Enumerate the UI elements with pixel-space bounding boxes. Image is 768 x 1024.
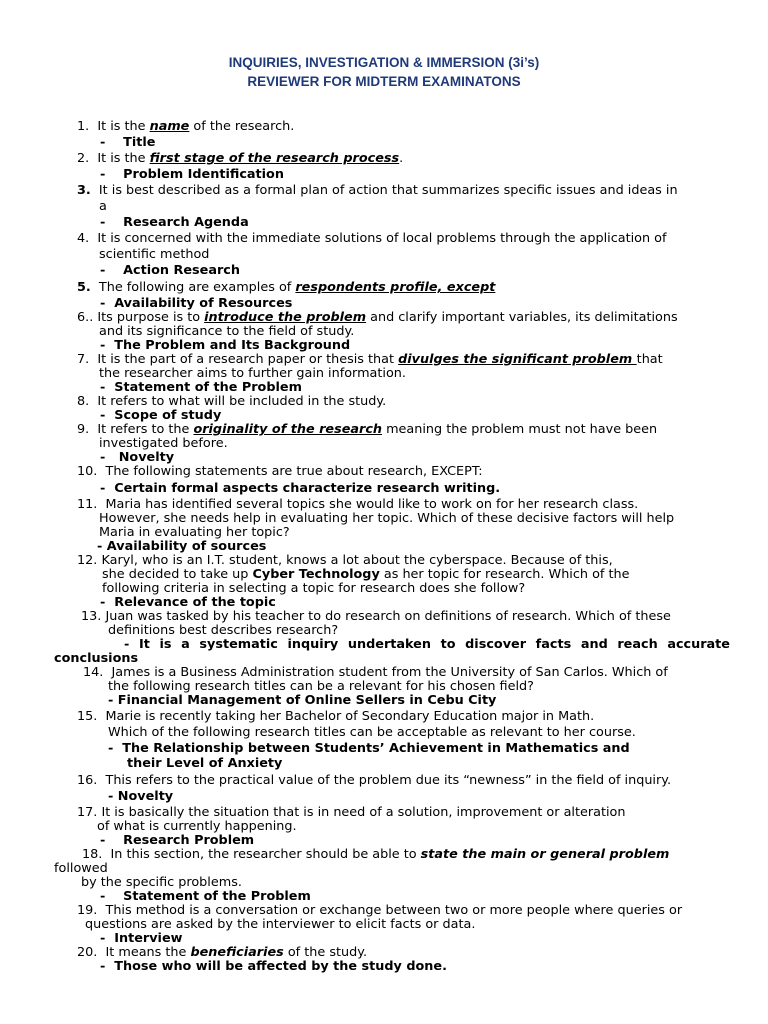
question-9-line-2: investigated before. [99,436,228,451]
answer-15-line-2: their Level of Anxiety [127,756,283,771]
question-4-line-2: scientific method [99,247,210,262]
question-20: 20. It means the beneficiaries of the study. [77,945,368,960]
answer-9: - Novelty [100,450,175,465]
document-subtitle: REVIEWER FOR MIDTERM EXAMINATONS [247,74,521,89]
answer-12: - Relevance of the topic [100,595,276,610]
document-title: INQUIRIES, INVESTIGATION & IMMERSION (3i’s) [228,55,540,70]
question-17: 17. It is basically the situation that is in need of a solution, improvement or alteration [77,805,626,820]
answer-16: - Novelty [108,789,174,804]
question-4: 4. It is concerned with the immediate solutions of local problems through the application of [77,231,667,246]
answer-2: - Problem Identification [100,167,284,182]
question-19-line-2: questions are asked by the interviewer to elicit facts or data. [85,917,476,932]
answer-19: - Interview [100,931,183,946]
question-15: 15. Marie is recently taking her Bachelor of Secondary Education major in Math. [77,709,595,724]
question-11-line-2: However, she needs help in evaluating her topic. Which of these decisive factors will help [99,511,675,526]
answer-11: - Availability of sources [97,539,267,554]
question-1: 1. It is the name of the research. [77,119,295,134]
answer-8: - Scope of study [100,408,222,423]
question-19: 19. This method is a conversation or exchange between two or more people where queries or [77,903,683,918]
answer-4: - Action Research [100,263,240,278]
question-7: 7. It is the part of a research paper or thesis that divulges the significant problem that [77,352,663,367]
question-18: 18. In this section, the researcher should be able to state the main or general problem [82,847,670,862]
answer-15: - The Relationship between Students’ Achievement in Mathematics and [108,741,630,756]
question-14: 14. James is a Business Administration student from the University of San Carlos. Which of [83,665,668,680]
question-5: 5. The following are examples of respondents profile, except [77,280,496,295]
question-12-line-3: following criteria in selecting a topic for research does she follow? [102,581,526,596]
question-2: 2. It is the first stage of the research process. [77,151,404,166]
question-13-line-2: definitions best describes research? [108,623,339,638]
answer-3: - Research Agenda [100,215,249,230]
question-12: 12. Karyl, who is an I.T. student, knows a lot about the cyberspace. Because of this, [77,553,613,568]
answer-13-line-2: conclusions [54,651,139,666]
question-11: 11. Maria has identified several topics she would like to work on for her research class. [77,497,639,512]
question-6-line-2: and its significance to the field of study. [99,324,355,339]
answer-20: - Those who will be affected by the study done. [100,959,447,974]
answer-14: - Financial Management of Online Sellers in Cebu City [108,693,497,708]
question-3: 3. It is best described as a formal plan of action that summarizes specific issues and ideas in [77,183,678,198]
answer-13: - It is a systematic inquiry undertaken to discover facts and reach accurate [124,637,730,652]
question-6: 6.. Its purpose is to introduce the problem and clarify important variables, its delimitations [77,310,678,325]
question-15-line-2: Which of the following research titles can be acceptable as relevant to her course. [108,725,636,740]
answer-18: - Statement of the Problem [100,889,311,904]
question-18-line-2: followed [54,861,108,876]
question-9: 9. It refers to the originality of the research meaning the problem must not have been [77,422,658,437]
question-7-line-2: the researcher aims to further gain information. [99,366,406,381]
question-3-line-2: a [99,199,107,214]
answer-7: - Statement of the Problem [100,380,302,395]
question-18-line-3: by the specific problems. [81,875,242,890]
answer-5: - Availability of Resources [100,296,293,311]
answer-10: - Certain formal aspects characterize research writing. [100,481,501,496]
answer-17: - Research Problem [100,833,255,848]
answer-6: - The Problem and Its Background [100,338,351,353]
question-14-line-2: the following research titles can be a relevant for his chosen field? [108,679,534,694]
question-11-line-3: Maria in evaluating her topic? [99,525,290,540]
question-8: 8. It refers to what will be included in the study. [77,394,387,409]
question-13: 13. Juan was tasked by his teacher to do research on definitions of research. Which of these [81,609,671,624]
question-17-line-2: of what is currently happening. [97,819,297,834]
question-16: 16. This refers to the practical value of the problem due its “newness” in the field of inquiry. [77,773,672,788]
question-10: 10. The following statements are true about research, EXCEPT: [77,464,483,479]
answer-1: - Title [100,135,156,150]
question-12-line-2: she decided to take up Cyber Technology as her topic for research. Which of the [102,567,630,582]
